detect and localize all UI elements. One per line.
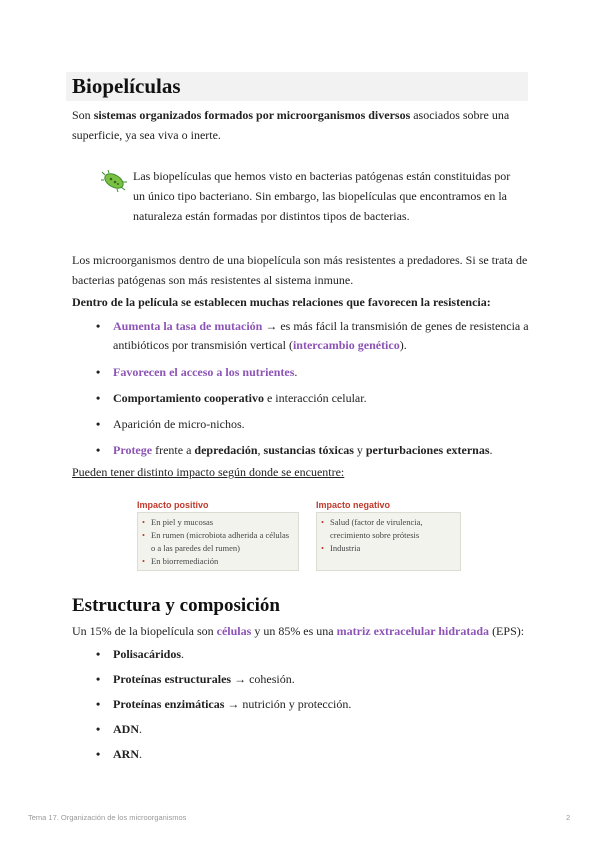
- table-row: • En piel y mucosas: [142, 516, 294, 529]
- list-item-text: → cohesión.: [231, 672, 295, 686]
- list-item-text: y: [353, 443, 366, 457]
- impact-line: [72, 462, 532, 482]
- link-mutation-rate[interactable]: Aumenta la tasa de mutación: [113, 319, 263, 333]
- list-item-bold: ARN: [113, 747, 139, 761]
- list-item: [96, 415, 532, 434]
- bacterium-icon: [101, 170, 127, 192]
- intro-post: asociados sobre una superficie, ya sea viva o inerte.: [72, 108, 510, 142]
- relations-heading: [72, 292, 532, 312]
- list-item-bold: Proteínas estructurales: [113, 672, 232, 686]
- list-item: [96, 389, 532, 408]
- page-number: 2: [566, 813, 571, 822]
- intro-pre: Son: [72, 108, 94, 122]
- list-item-bold: sustancias tóxicas: [263, 443, 354, 457]
- list-item-text: → nutrición y protección.: [224, 697, 352, 711]
- impact-line-text: Pueden tener distinto impacto según donde se encuentre:: [72, 465, 345, 479]
- impact-negative-box: [316, 512, 461, 571]
- footer-title: Tema 17. Organización de los microorganismos: [28, 813, 187, 822]
- list-item-bold: Polisacáridos: [113, 647, 181, 661]
- list-item-text: Aparición de micro-nichos.: [113, 417, 245, 431]
- list-item-bold: perturbaciones externas: [365, 443, 490, 457]
- impact-negative-table: [316, 500, 461, 571]
- link-matrix[interactable]: matriz extracelular hidratada: [336, 624, 490, 638]
- composition-intro: [72, 621, 532, 641]
- list-item-end: .: [294, 365, 298, 379]
- impact-positive-box: [137, 512, 299, 571]
- list-item-text: e interacción celular.: [263, 391, 367, 405]
- list-item-text: .: [139, 747, 142, 761]
- list-item-bold: ADN: [113, 722, 139, 736]
- section-title-biopeliculas: Biopelículas: [66, 72, 528, 101]
- list-item-text: .: [139, 722, 142, 736]
- list-item: [96, 645, 532, 664]
- resistance-list: [96, 317, 532, 460]
- relations-heading-text: Dentro de la película se establecen muchas relaciones que favorecen la resistencia:: [72, 295, 491, 309]
- list-item-end: .: [489, 443, 493, 457]
- list-item-text: frente a: [152, 443, 195, 457]
- impact-positive-table: [137, 500, 299, 571]
- list-item: [96, 670, 532, 689]
- composition-mid: y un 85% es una: [251, 624, 337, 638]
- intro-paragraph: [72, 105, 532, 145]
- note-text: Las biopelículas que hemos visto en bacterias patógenas están constituidas por un único tipo bacteriano. Sin embargo, las biopelículas que encontramos en la naturaleza están formadas por distintos tipos de bacterias.: [133, 169, 511, 223]
- composition-post: (EPS):: [489, 624, 525, 638]
- section-title-estructura: Estructura y composición: [72, 595, 280, 616]
- list-item: [96, 441, 532, 460]
- list-item-end: ).: [399, 338, 407, 352]
- list-item-bold: depredación: [194, 443, 258, 457]
- list-item-text: → es más fácil la transmisión de genes de resistencia a antibióticos por transmisión vertical (: [113, 319, 529, 352]
- list-item: [96, 695, 532, 714]
- table-row: • Industria: [321, 542, 456, 555]
- link-cells[interactable]: células: [216, 624, 252, 638]
- link-nutrient-access[interactable]: Favorecen el acceso a los nutrientes: [113, 365, 295, 379]
- list-item: [96, 720, 532, 739]
- table-row: • En biorremediación: [142, 555, 294, 568]
- impact-positive-title: Impacto positivo: [137, 500, 209, 510]
- composition-pre: Un 15% de la biopelícula son: [72, 624, 217, 638]
- table-row: • En rumen (microbiota adherida a células o a las paredes del rumen): [142, 529, 294, 555]
- list-item: [96, 317, 532, 355]
- composition-list: [96, 645, 532, 764]
- resistance-paragraph: Los microorganismos dentro de una biopelícula son más resistentes a predadores. Si se trata de bacterias patógenas son más resistentes al sistema inmune.: [72, 253, 528, 287]
- link-genetic-exchange[interactable]: intercambio genético: [292, 338, 400, 352]
- list-item-text: ,: [257, 443, 264, 457]
- impact-negative-title: Impacto negativo: [316, 500, 391, 510]
- list-item-bold: Comportamiento cooperativo: [113, 391, 264, 405]
- list-item: [96, 363, 532, 382]
- intro-bold: sistemas organizados formados por microorganismos diversos: [93, 108, 411, 122]
- table-row: • Salud (factor de virulencia, crecimiento sobre prótesis: [321, 516, 456, 542]
- list-item: [96, 745, 532, 764]
- link-protects[interactable]: Protege: [113, 443, 153, 457]
- list-item-bold: Proteínas enzimáticas: [113, 697, 225, 711]
- list-item-text: .: [181, 647, 184, 661]
